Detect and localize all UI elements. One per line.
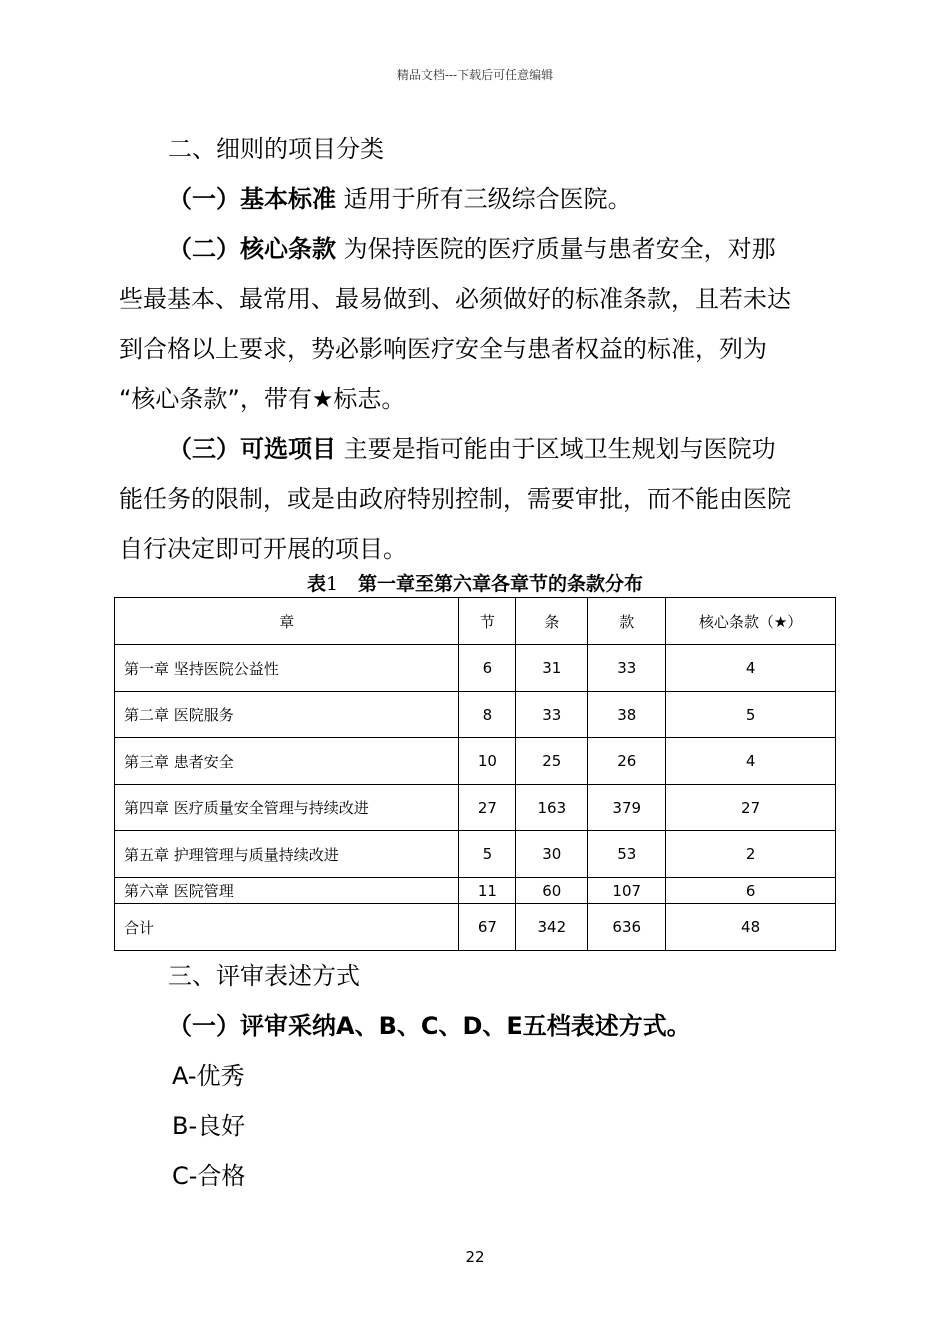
text-optional-items-line2: 能任务的限制，或是由政府特别控制，需要审批，而不能由医院 (119, 485, 791, 513)
cell-article-count: 33 (516, 692, 588, 738)
table-caption (0, 571, 950, 597)
cell-article-count: 30 (516, 831, 588, 878)
text-core-clause-line2: 些最基本、最常用、最易做到、必须做好的标准条款，且若未达 (119, 285, 791, 313)
cell-section-count: 27 (459, 785, 516, 831)
cell-article-count: 163 (516, 785, 588, 831)
header-note: 精品文档---下载后可任意编辑 (396, 68, 554, 82)
clause-distribution-table (114, 597, 836, 951)
paragraph-basic-standard (168, 184, 632, 214)
table-row (115, 738, 836, 785)
table-total-row (115, 904, 836, 951)
page-number: 22 (465, 1248, 485, 1266)
cell-section-count: 10 (459, 738, 516, 785)
cell-article-total: 342 (516, 904, 588, 951)
cell-clause-count: 53 (588, 831, 666, 878)
header-article: 条 (516, 598, 588, 645)
text-core-clause-line4: “核心条款”，带有★标志。 (119, 385, 406, 413)
header-core-clause: 核心条款（★） (666, 598, 836, 645)
cell-clause-count: 33 (588, 645, 666, 692)
grade-a: A-优秀 (172, 1062, 245, 1090)
cell-clause-count: 107 (588, 878, 666, 904)
cell-chapter: 第四章 医疗质量安全管理与持续改进 (115, 785, 459, 831)
paragraph-optional-items-line1 (168, 434, 776, 464)
cell-total-label: 合计 (115, 904, 459, 951)
cell-section-count: 11 (459, 878, 516, 904)
table-caption-text: 第一章至第六章各章节的条款分布 (357, 573, 643, 595)
header-chapter: 章 (115, 598, 459, 645)
header-clause: 款 (588, 598, 666, 645)
cell-section-total: 67 (459, 904, 516, 951)
section-title-review-format: 三、评审表述方式 (168, 962, 360, 990)
paragraph-five-grades: （一）评审采纳A、B、C、D、E五档表述方式。 (168, 1012, 691, 1040)
cell-article-count: 31 (516, 645, 588, 692)
table-caption-number: 1 (326, 573, 339, 595)
cell-core-count: 6 (666, 878, 836, 904)
text-core-clause-line3: 到合格以上要求，势必影响医疗安全与患者权益的标准，列为 (119, 335, 767, 363)
cell-core-total: 48 (666, 904, 836, 951)
cell-chapter: 第二章 医院服务 (115, 692, 459, 738)
cell-clause-count: 26 (588, 738, 666, 785)
paragraph-core-clause-line1 (168, 234, 776, 264)
cell-chapter: 第一章 坚持医院公益性 (115, 645, 459, 692)
grade-b: B-良好 (172, 1112, 246, 1140)
header-section: 节 (459, 598, 516, 645)
grade-c: C-合格 (172, 1162, 246, 1190)
cell-section-count: 8 (459, 692, 516, 738)
cell-section-count: 5 (459, 831, 516, 878)
label-optional-items: （三）可选项目 (168, 435, 336, 463)
cell-clause-count: 379 (588, 785, 666, 831)
cell-chapter: 第三章 患者安全 (115, 738, 459, 785)
cell-section-count: 6 (459, 645, 516, 692)
cell-core-count: 27 (666, 785, 836, 831)
table-header-row (115, 598, 836, 645)
cell-article-count: 60 (516, 878, 588, 904)
section-title-classification: 二、细则的项目分类 (168, 135, 384, 163)
cell-chapter: 第五章 护理管理与质量持续改进 (115, 831, 459, 878)
text-optional-items-line3: 自行决定即可开展的项目。 (119, 535, 407, 563)
cell-core-count: 4 (666, 645, 836, 692)
text-optional-items-line1: 主要是指可能由于区域卫生规划与医院功 (343, 435, 776, 463)
label-basic-standard: （一）基本标准 (168, 185, 336, 213)
cell-clause-count: 38 (588, 692, 666, 738)
table-row (115, 785, 836, 831)
cell-article-count: 25 (516, 738, 588, 785)
table-row (115, 878, 836, 904)
table-caption-label: 表 (307, 573, 327, 595)
table-row (115, 692, 836, 738)
text-basic-standard: 适用于所有三级综合医院。 (343, 185, 632, 213)
table-row (115, 831, 836, 878)
cell-core-count: 5 (666, 692, 836, 738)
cell-core-count: 2 (666, 831, 836, 878)
cell-clause-total: 636 (588, 904, 666, 951)
text-core-clause-line1: 为保持医院的医疗质量与患者安全，对那 (343, 235, 776, 263)
cell-core-count: 4 (666, 738, 836, 785)
label-core-clause: （二）核心条款 (168, 235, 336, 263)
table-row (115, 645, 836, 692)
cell-chapter: 第六章 医院管理 (115, 878, 459, 904)
